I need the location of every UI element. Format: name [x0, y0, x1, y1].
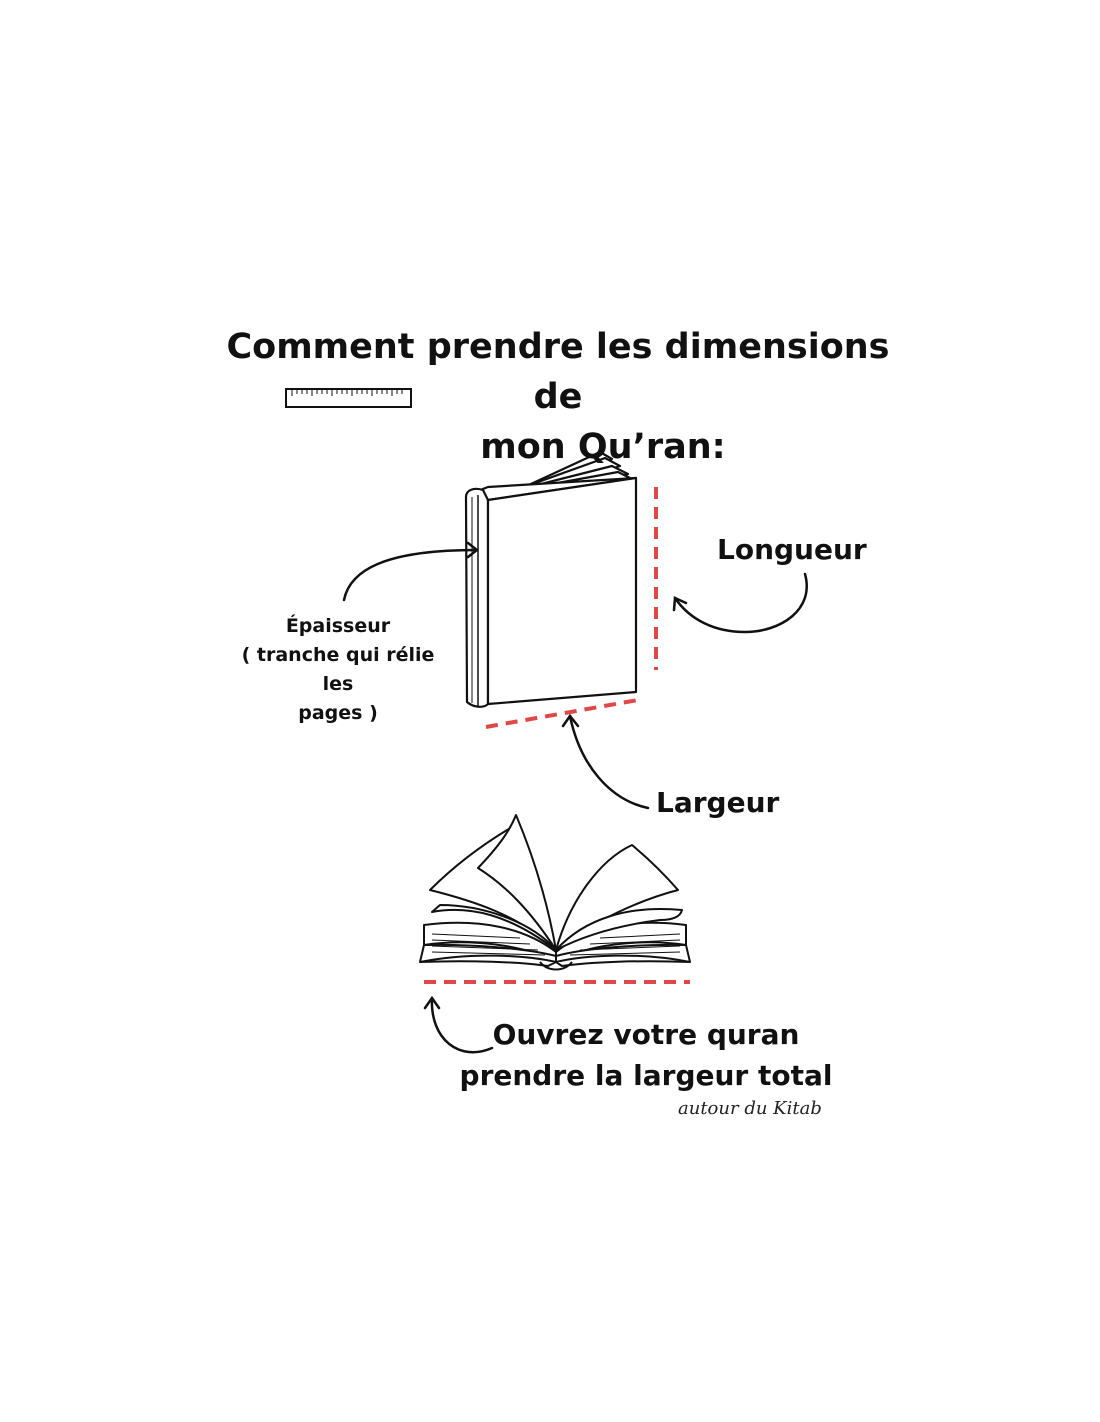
open-book-illustration — [420, 815, 690, 970]
thickness-label-line-2: ( tranche qui rélie les — [241, 644, 435, 695]
curved-arrow-icon — [344, 543, 477, 600]
title-line-2: mon Qu’ran: — [480, 427, 726, 467]
curved-arrow-icon — [674, 574, 807, 632]
thickness-label — [226, 612, 450, 728]
thickness-label-line-3: pages ) — [298, 702, 378, 724]
open-book-instruction-line-2: prendre la largeur total — [459, 1059, 833, 1092]
closed-book-illustration — [466, 452, 636, 707]
open-book-instruction-line-1: Ouvrez votre quran — [492, 1018, 800, 1051]
thickness-label-line-1: Épaisseur — [285, 615, 391, 637]
title-line-1: Comment prendre les dimensions de — [226, 327, 890, 417]
width-label: Largeur — [656, 786, 780, 819]
length-label: Longueur — [717, 533, 867, 566]
page-title — [200, 322, 916, 472]
width-measure-line — [486, 700, 638, 727]
curved-arrow-icon — [563, 716, 648, 808]
signature: autour du Kitab — [678, 1098, 822, 1119]
open-book-instruction — [456, 1014, 836, 1096]
